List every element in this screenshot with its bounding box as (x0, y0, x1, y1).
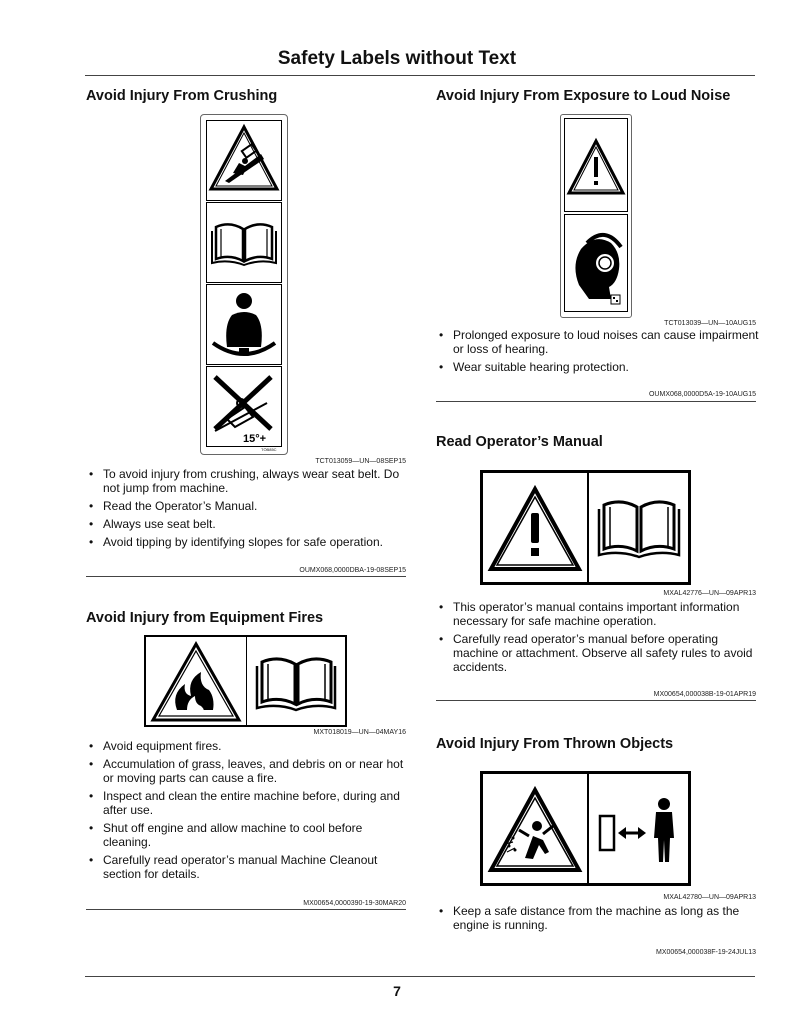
seat-belt-icon (206, 284, 282, 365)
fires-divider (86, 909, 406, 910)
noise-divider (436, 401, 756, 402)
fires-section-ref: MX00654,0000390-19-30MAR20 (303, 900, 406, 907)
noise-section-ref: OUMX068,0000D5A-19-10AUG15 (648, 391, 756, 398)
fires-item-4: • Shut off engine and allow machine to cool before cleaning. (86, 821, 411, 849)
book-manual-icon (248, 638, 345, 724)
manual-figure-ref: MXAL42776—UN—09APR13 (663, 590, 756, 597)
warning-fire-icon (147, 638, 245, 724)
manual-list (436, 600, 761, 678)
noise-figure-ref: TCT013039—UN—10AUG15 (664, 320, 756, 327)
thrown-item-1: • Keep a safe distance from the machine as long as the engine is running. (436, 904, 761, 932)
fires-list (86, 739, 411, 885)
crushing-item-2: • Read the Operator’s Manual. (86, 499, 411, 513)
fires-item-3: • Inspect and clean the entire machine before, during and after use. (86, 789, 411, 817)
manual-heading: Read Operator’s Manual (436, 434, 603, 450)
fires-item-2: • Accumulation of grass, leaves, and debris on or near hot or moving parts can cause a fire. (86, 757, 411, 785)
crushing-divider (86, 576, 406, 577)
fire-safety-label (144, 635, 347, 727)
crushing-safety-label (200, 114, 288, 455)
title-rule (85, 75, 755, 76)
noise-list (436, 328, 761, 378)
thrown-objects-safety-label (480, 771, 691, 886)
noise-safety-label (560, 114, 632, 318)
footer-rule (85, 976, 755, 977)
crushing-list (86, 467, 411, 553)
book-manual-icon (206, 202, 282, 283)
crushing-figure-ref: TCT013059—UN—08SEP15 (315, 458, 406, 465)
keep-distance-icon (590, 776, 688, 881)
book-manual-icon (590, 475, 688, 580)
manual-section-ref: MX00654,000038B-19-01APR19 (653, 691, 756, 698)
fires-heading: Avoid Injury from Equipment Fires (86, 610, 324, 626)
thrown-figure-ref: MXAL42780—UN—09APR13 (663, 894, 756, 901)
slope-label: 15°+ (243, 433, 267, 445)
crushing-item-4: • Avoid tipping by identifying slopes for safe operation. (86, 535, 411, 549)
fires-item-5: • Carefully read operator’s manual Machine Cleanout section for details. (86, 853, 411, 881)
warning-thrown-objects-icon (485, 776, 585, 881)
crushing-heading: Avoid Injury From Crushing (86, 88, 278, 104)
warning-icon (485, 475, 585, 580)
label-code: TÖB85C (261, 447, 277, 452)
thrown-section-ref: MX00654,000038F-19-24JUL13 (655, 949, 756, 956)
crushing-section-ref: OUMX068,0000DBA-19-08SEP15 (299, 567, 406, 574)
page-number: 7 (393, 983, 401, 999)
warning-icon (564, 118, 628, 212)
fires-item-1: • Avoid equipment fires. (86, 739, 411, 753)
noise-item-1: • Prolonged exposure to loud noises can cause impairment or loss of hearing. (436, 328, 761, 356)
noise-item-2: • Wear suitable hearing protection. (436, 360, 761, 374)
thrown-list (436, 904, 761, 936)
thrown-heading: Avoid Injury From Thrown Objects (436, 736, 674, 752)
crushing-item-1: • To avoid injury from crushing, always wear seat belt. Do not jump from machine. (86, 467, 411, 495)
fires-figure-ref: MXT018019—UN—04MAY16 (313, 729, 406, 736)
no-slope-icon (206, 366, 282, 447)
manual-item-2: • Carefully read operator’s manual before operating machine or attachment. Observe all safety rules to avoid accidents. (436, 632, 761, 674)
noise-heading: Avoid Injury From Exposure to Loud Noise (436, 88, 731, 104)
manual-divider (436, 700, 756, 701)
page-title: Safety Labels without Text (277, 48, 517, 69)
crushing-item-3: • Always use seat belt. (86, 517, 411, 531)
manual-safety-label (480, 470, 691, 585)
manual-item-1: • This operator’s manual contains important information necessary for safe machine operation. (436, 600, 761, 628)
hearing-protection-icon (564, 214, 628, 312)
warning-crushing-icon (206, 120, 282, 201)
qr-code-icon (611, 295, 620, 304)
